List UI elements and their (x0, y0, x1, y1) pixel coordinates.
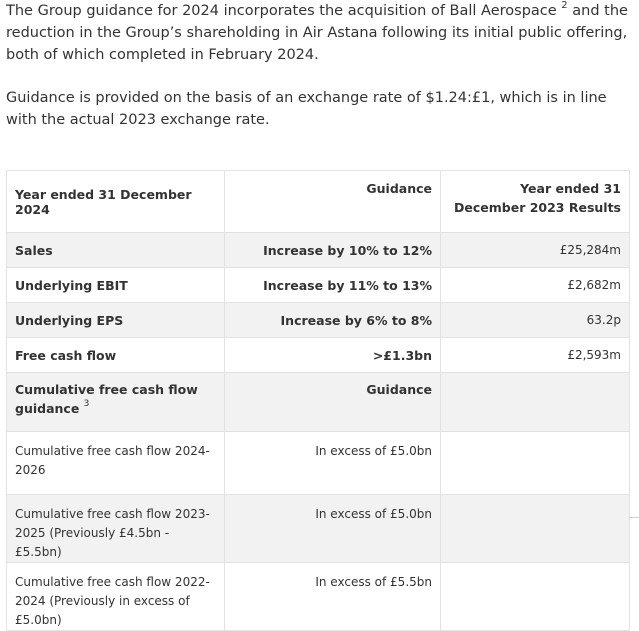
row-result: £2,682m (441, 268, 630, 303)
header-results-2023: Year ended 31 December 2023 Results (441, 171, 630, 233)
cumulative-row-guidance: In excess of £5.0bn (225, 495, 441, 563)
cumulative-header-empty (441, 373, 630, 432)
row-guidance: Increase by 6% to 8% (225, 303, 441, 338)
cumulative-row-empty (441, 432, 630, 495)
cumulative-row-guidance: In excess of £5.5bn (225, 563, 441, 631)
cumulative-row-empty (441, 563, 630, 631)
cumulative-row-label: Cumulative free cash flow 2024-2026 (7, 432, 225, 495)
cumulative-row-guidance: In excess of £5.0bn (225, 432, 441, 495)
cumulative-row-label: Cumulative free cash flow 2023-2025 (Previously £4.5bn - £5.5bn) (7, 495, 225, 563)
table-row (7, 563, 630, 631)
row-result: 63.2p (441, 303, 630, 338)
divider (629, 517, 639, 518)
intro-paragraph-2: Guidance is provided on the basis of an exchange rate of $1.24:£1, which is in line with the actual 2023 exchange rate. (6, 90, 607, 128)
header-year-2024: Year ended 31 December 2024 (7, 171, 225, 233)
table-row (7, 268, 630, 303)
intro-paragraph-1 (6, 0, 634, 66)
cumulative-label-text: Cumulative free cash flow guidance (15, 382, 198, 416)
cumulative-header-row (7, 373, 630, 432)
table-row (7, 303, 630, 338)
table-row (7, 233, 630, 268)
footnote-ref-3[interactable]: 3 (83, 399, 90, 409)
footnote-ref-2[interactable]: 2 (561, 0, 568, 11)
table-row (7, 432, 630, 495)
cumulative-header-guidance: Guidance (225, 373, 441, 432)
row-label: Free cash flow (7, 338, 225, 373)
table-row (7, 495, 630, 563)
row-guidance: >£1.3bn (225, 338, 441, 373)
row-result: £25,284m (441, 233, 630, 268)
table-row (7, 338, 630, 373)
header-guidance: Guidance (225, 171, 441, 233)
row-guidance: Increase by 10% to 12% (225, 233, 441, 268)
row-label: Sales (7, 233, 225, 268)
intro-text: The Group guidance for 2024 incorporates the acquisition of Ball Aerospace (6, 3, 557, 19)
cumulative-header-label (7, 373, 225, 432)
row-label: Underlying EPS (7, 303, 225, 338)
row-guidance: Increase by 11% to 13% (225, 268, 441, 303)
cumulative-row-empty (441, 495, 630, 563)
intro-text-rest: and the reduction in the Group’s shareholding in Air Astana following its initial public offering, both of which completed in February 2024. (6, 3, 628, 63)
cumulative-row-label: Cumulative free cash flow 2022-2024 (Previously in excess of £5.0bn) (7, 563, 225, 631)
table-header-row (7, 171, 630, 233)
row-result: £2,593m (441, 338, 630, 373)
row-label: Underlying EBIT (7, 268, 225, 303)
guidance-table (6, 170, 630, 631)
